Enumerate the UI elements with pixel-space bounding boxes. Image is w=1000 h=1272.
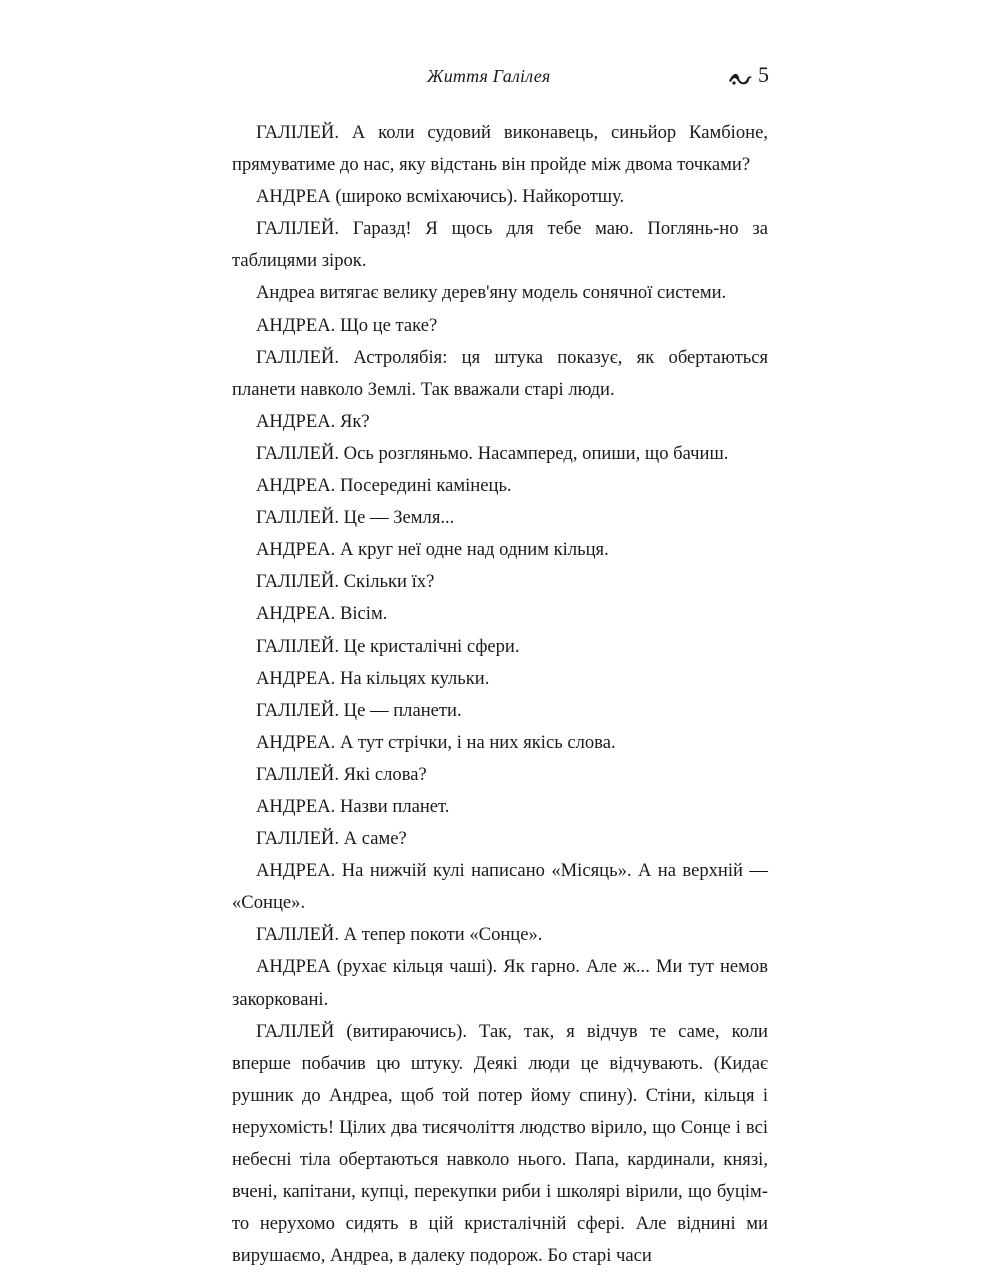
paragraph: ГАЛІЛЕЙ. Скільки їх?	[256, 571, 435, 593]
fleuron-icon	[727, 70, 753, 86]
paragraph: ГАЛІЛЕЙ. Астролябія: ця штука показує, як обертаються планети навколо Землі. Так вважали старі люди.	[232, 346, 768, 400]
paragraph: ГАЛІЛЕЙ. Це — планети.	[256, 699, 462, 721]
running-title: Життя Галілея	[427, 66, 551, 86]
paragraph: АНДРЕА. А тут стрічки, і на них якісь слова.	[256, 731, 616, 753]
running-head	[232, 62, 770, 92]
paragraph: АНДРЕА. Як?	[256, 410, 370, 432]
paragraph: АНДРЕА. На кільцях кульки.	[256, 667, 490, 689]
paragraph: АНДРЕА. Назви планет.	[256, 795, 450, 817]
paragraph: ГАЛІЛЕЙ. А саме?	[256, 828, 407, 850]
paragraph: ГАЛІЛЕЙ. Які слова?	[256, 763, 427, 785]
paragraph: АНДРЕА. Що це таке?	[256, 314, 438, 336]
page-number: 5	[758, 62, 769, 87]
body-text	[232, 117, 768, 1272]
paragraph: ГАЛІЛЕЙ. Гаразд! Я щось для тебе маю. Поглянь-но за таблицями зірок.	[232, 218, 768, 272]
paragraph: АНДРЕА. А круг неї одне над одним кільця.	[256, 539, 609, 561]
paragraph: ГАЛІЛЕЙ (витираючись). Так, так, я відчув те саме, коли вперше побачив цю штуку. Деякі люди це відчувають. (Кидає рушник до Андреа, щоб той потер йому спину). Стіни, кільця і нерухомість! Цілих два тисячоліття людство вірило, що Сонце і всі небесні тіла обертаються навколо нього. Папа, кардинали, князі, вчені, капітани, купці, перекупки риби і школярі вірили, що буцім-то нерухомо сидять в цій кристалічній сфері. Але віднині ми вирушаємо, Андреа, в далеку подорож. Бо старі часи	[232, 1020, 768, 1267]
paragraph: ГАЛІЛЕЙ. Це — Земля...	[256, 507, 455, 529]
paragraph: АНДРЕА (рухає кільця чаші). Як гарно. Але ж... Ми тут немов закорковані.	[232, 956, 768, 1010]
paragraph: ГАЛІЛЕЙ. Ось розгляньмо. Насамперед, опиши, що бачиш.	[256, 442, 729, 464]
stage-direction: Андреа витягає велику дерев'яну модель сонячної системи.	[256, 282, 727, 304]
paragraph: АНДРЕА (широко всміхаючись). Найкоротшу.	[256, 186, 625, 208]
paragraph: ГАЛІЛЕЙ. Це кристалічні сфери.	[256, 635, 520, 657]
paragraph: ГАЛІЛЕЙ. А коли судовий виконавець, синьйор Камбіоне, прямуватиме до нас, яку відстань він пройде між двома точками?	[232, 122, 768, 176]
paragraph: ГАЛІЛЕЙ. А тепер покоти «Сонце».	[256, 924, 543, 946]
paragraph: АНДРЕА. Вісім.	[256, 603, 388, 625]
paragraph: АНДРЕА. На нижчій кулі написано «Місяць». А на верхній — «Сонце».	[232, 860, 768, 914]
paragraph: АНДРЕА. Посередині камінець.	[256, 475, 512, 497]
